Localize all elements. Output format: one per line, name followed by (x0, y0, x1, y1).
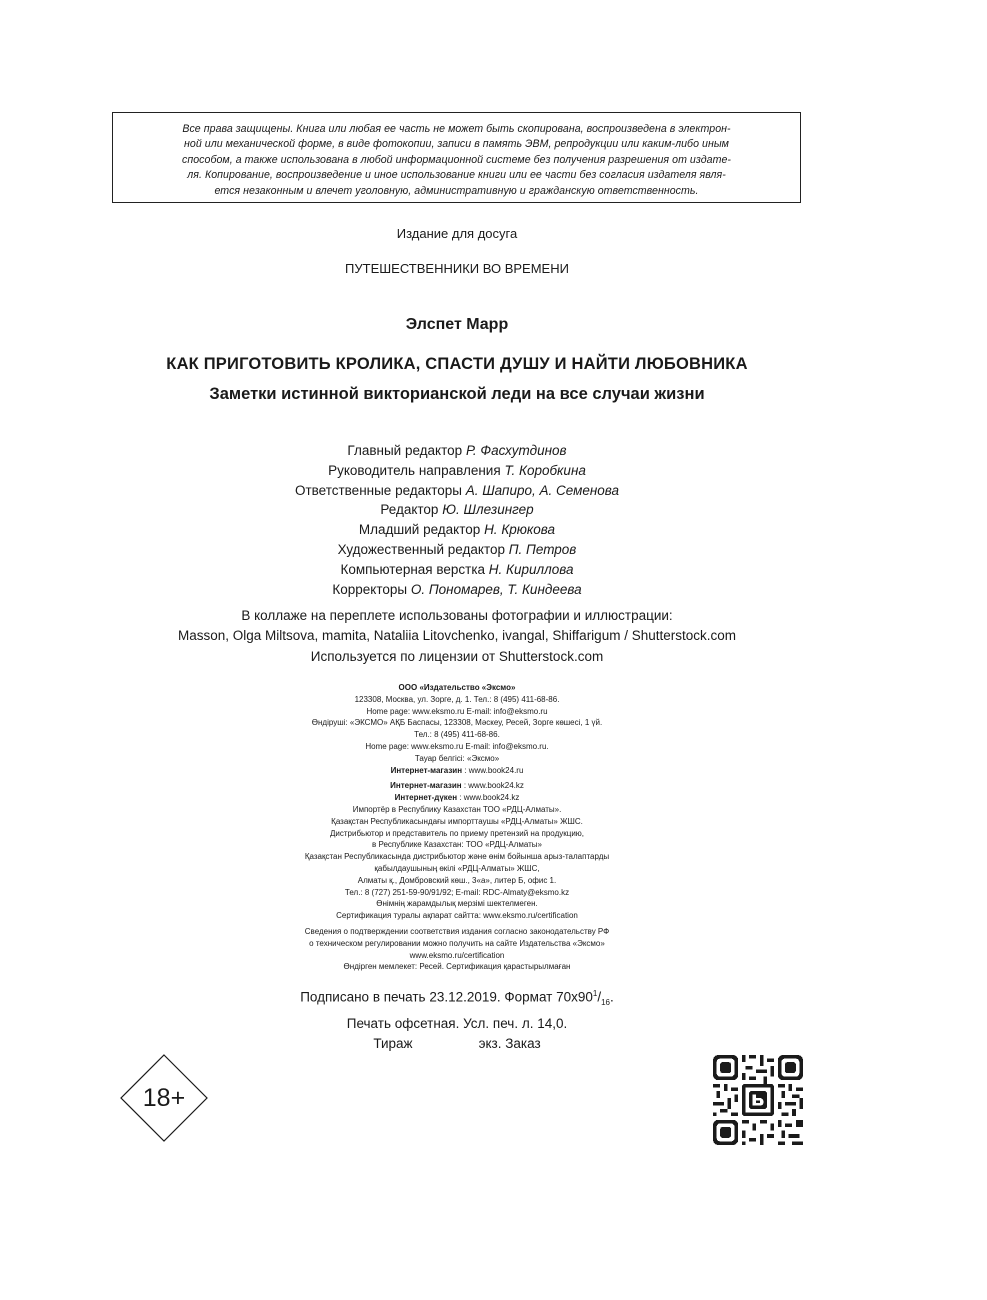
book-title: КАК ПРИГОТОВИТЬ КРОЛИКА, СПАСТИ ДУШУ И НАЙТИ ЛЮБОВНИКА (166, 355, 748, 373)
credit-names: О. Пономарев, Т. Киндеева (410, 581, 582, 597)
book-subtitle: Заметки истинной викторианской леди на все случаи жизни (209, 385, 705, 403)
credit-line (0, 580, 914, 600)
publisher-name: ООО «Издательство «Эксмо» (398, 683, 516, 692)
shop-label: Интернет-магазин (390, 765, 463, 775)
format-end: . (610, 989, 614, 1005)
importer: Импортёр в Республику Казахстан ТОО «РДЦ-Алматы». (352, 804, 562, 814)
qr-code-icon (713, 1055, 803, 1145)
online-shop-kz2 (0, 792, 914, 804)
format-sup: 1 (592, 989, 598, 998)
circulation-label: Тираж (373, 1036, 413, 1052)
publisher-kz-maker: Өндіруші: «ЭКСМО» АҚБ Баспасы, 123308, Мәскеу, Ресей, Зорге көшесі, 1 үй. (311, 718, 603, 728)
publisher-info (0, 682, 914, 973)
copyright-line: ной или механической форме, в виде фотокопии, записи в память ЭВМ, репродукции или каким-либо иным (184, 138, 729, 151)
credit-names: Р. Фасхутдинов (465, 443, 567, 458)
age-rating: 18+ (142, 1083, 186, 1112)
collage-line: В коллаже на переплете использованы фотографии и иллюстрации: (241, 608, 673, 623)
credit-line (0, 540, 914, 560)
credit-names: Ю. Шлезингер (442, 502, 534, 518)
almaty-address: Алматы қ., Домбровский көш., 3«а», литер Б, офис 1. (357, 875, 557, 885)
author-name: Элспет Марр (405, 316, 509, 333)
circulation-rest: экз. Заказ (478, 1036, 541, 1052)
credit-role: Корректоры (332, 581, 408, 597)
shelf-life: Өнімнің жарамдылық мерзімі шектелмеген. (376, 899, 538, 909)
publisher-web: Home page: www.eksmo.ru E-mail: info@eksmo.ru (366, 706, 548, 716)
credit-role: Компьютерная верстка (340, 561, 486, 577)
credit-names: А. Шапиро, А. Семенова (465, 482, 620, 498)
collage-line: Используется по лицензии от Shutterstock.com (310, 648, 604, 664)
credit-line (0, 500, 914, 520)
shop-label: Интернет-магазин (390, 781, 462, 791)
shop-url: : www.book24.kz (461, 781, 524, 791)
credit-line (0, 481, 914, 501)
conformity-info: Сведения о подтверждении соответствия издания согласно законодательству РФ (304, 926, 610, 936)
importer-kz: Қазақстан Республикасындағы импорттаушы «РДЦ-Алматы» ЖШС. (331, 816, 583, 826)
credit-line (0, 520, 914, 540)
credit-names: Н. Крюкова (484, 522, 556, 538)
series-name: ПУТЕШЕСТВЕННИКИ ВО ВРЕМЕНИ (345, 261, 569, 276)
print-info (0, 984, 914, 1055)
print-circulation (0, 1034, 914, 1055)
collage-line: Masson, Olga Miltsova, mamita, Nataliia Litovchenko, ivangal, Shiffarigum / Shutterstock.com (178, 628, 736, 644)
online-shop-ru (0, 765, 914, 777)
signed-text: Подписано в печать 23.12.2019. Формат 70x90 (300, 989, 593, 1005)
cert-kz: Сертификация туралы ақпарат сайтта: www.eksmo.ru/certification (336, 911, 578, 921)
credit-role: Ответственные редакторы (294, 482, 462, 498)
copyright-notice (112, 112, 801, 203)
series-note: Издание для досуга (396, 226, 518, 241)
format-sub: 16 (601, 998, 611, 1008)
credit-role: Редактор (380, 502, 439, 518)
distributor: в Республике Казахстан: ТОО «РДЦ-Алматы» (372, 840, 542, 850)
conformity-info: www.eksmo.ru/certification (409, 950, 505, 960)
publisher-trademark: Тауар белгісі: «Эксмо» (414, 753, 500, 763)
credit-names: П. Петров (508, 541, 577, 557)
copyright-line: Все права защищены. Книга или любая ее часть не может быть скопирована, воспроизведена в электрон- (182, 123, 731, 135)
print-offset: Печать офсетная. Усл. печ. л. 14,0. (346, 1015, 568, 1031)
credits-list (0, 441, 914, 599)
print-signed (0, 984, 914, 1014)
shop-label: Интернет-дүкен (394, 793, 458, 803)
credit-role: Младший редактор (358, 522, 481, 538)
copyright-line: способом, а также использована в любой информационной системе без получения разрешения от издате- (182, 153, 731, 166)
publisher-kz-web: Home page: www.eksmo.ru E-mail: info@eksmo.ru. (365, 741, 549, 751)
credit-line (0, 560, 914, 580)
credit-line (0, 441, 914, 461)
credit-role: Художественный редактор (337, 541, 505, 557)
origin-country: Өндірген мемлекет: Ресей. Сертификация қарастырылмаған (343, 962, 571, 972)
conformity-info: о техническом регулировании можно получить на сайте Издательства «Эксмо» (309, 938, 605, 948)
distributor-kz: Қазақстан Республикасында дистрибьютор және өнім бойынша арыз-талаптарды (304, 852, 610, 862)
distributor: Дистрибьютор и представитель по приему претензий на продукцию, (329, 828, 585, 838)
shop-url: : www.book24.ru (462, 765, 524, 775)
copyright-line: ется незаконным и влечет уголовную, административную и гражданскую ответственность. (214, 184, 699, 197)
copyright-line: ля. Копирование, воспроизведение и иное использование книги или ее части без согласия издателя явля- (187, 169, 726, 182)
publisher-address: 123308, Москва, ул. Зорге, д. 1. Тел.: 8 (495) 411-68-86. (354, 694, 560, 704)
credit-names: Т. Коробкина (504, 462, 586, 478)
credit-role: Главный редактор (347, 443, 463, 458)
almaty-phone: Тел.: 8 (727) 251-59-90/91/92; E-mail: RDC-Almaty@eksmo.kz (344, 887, 570, 897)
format-sep: / (597, 989, 602, 1005)
online-shop-kz (0, 780, 914, 792)
credit-line (0, 461, 914, 481)
shop-url: : www.book24.kz (457, 793, 520, 803)
credit-role: Руководитель направления (328, 462, 501, 478)
publisher-kz-phone: Тел.: 8 (495) 411-68-86. (414, 730, 500, 740)
distributor-kz: қабылдаушының өкілі «РДЦ-Алматы» ЖШС, (374, 863, 540, 873)
credit-names: Н. Кириллова (488, 561, 574, 577)
collage-credits (0, 606, 914, 667)
